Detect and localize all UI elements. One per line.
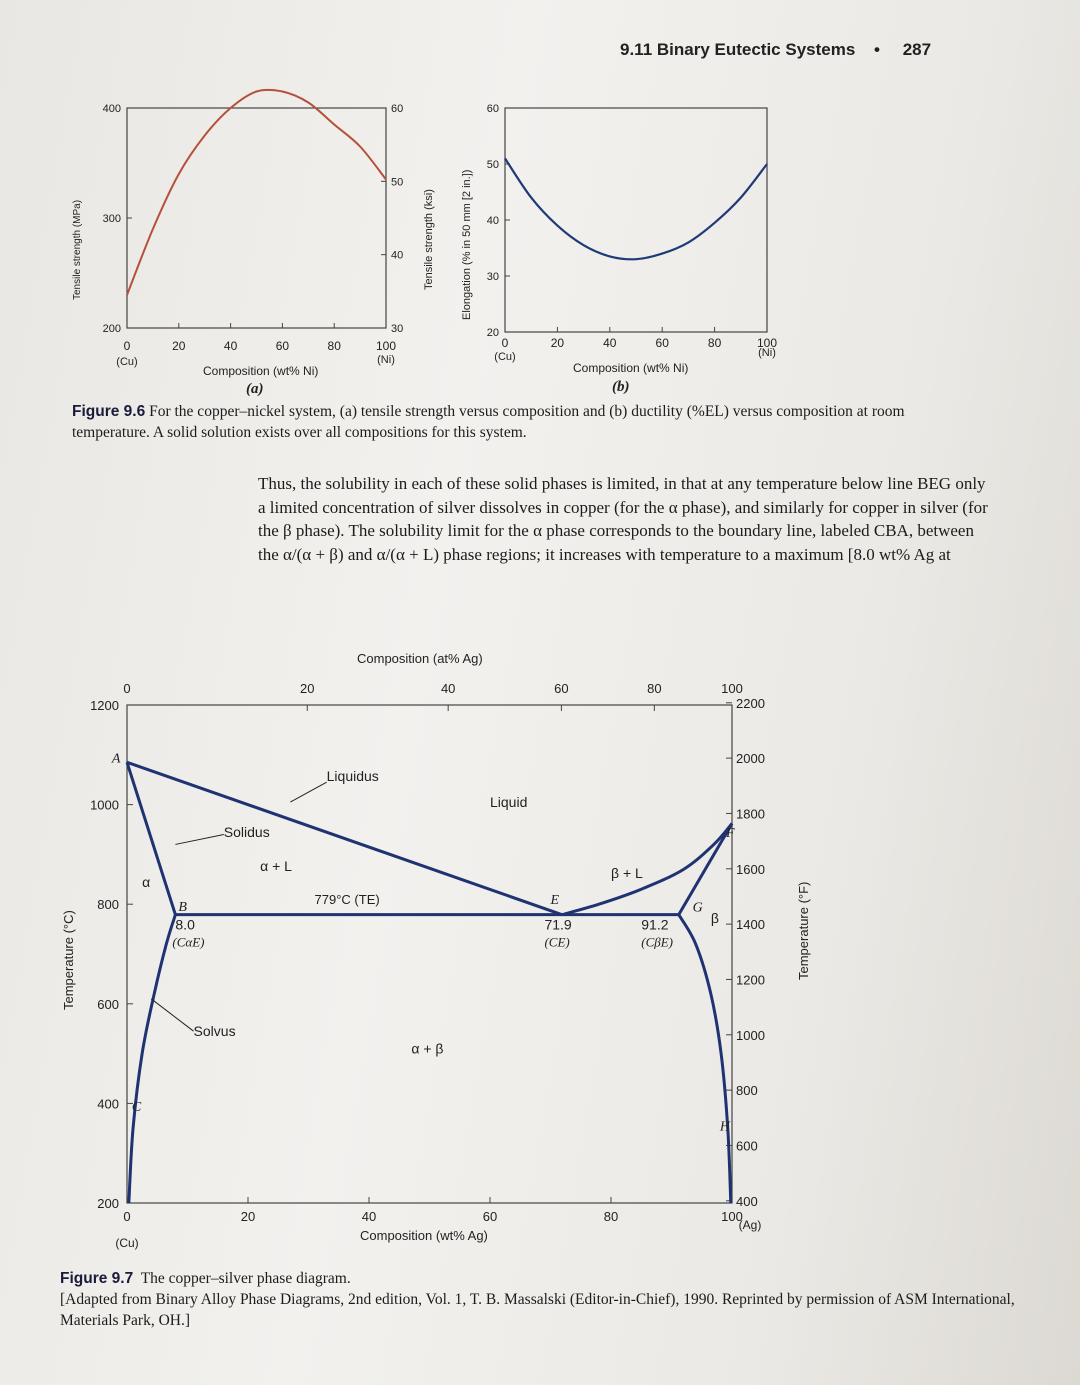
chart-9-6b: [461, 103, 777, 395]
pd-x-tick-label: 40: [361, 1209, 377, 1224]
figure-9-7-caption: [60, 1268, 1040, 1331]
region-label-solvus: Solvus: [193, 1023, 236, 1040]
b-x-tick-label: 0: [501, 336, 509, 350]
a-y-right-tick-label: 40: [391, 249, 404, 262]
b-panel-label: (b): [612, 379, 630, 395]
composition-label-8-0: 8.0: [175, 916, 195, 933]
header-separator: •: [874, 40, 880, 59]
elongation-curve: [505, 158, 767, 259]
leader-liquidus: [290, 782, 326, 802]
leader-solvus: [151, 999, 193, 1031]
pd-y-right-tick-label: 1200: [736, 972, 765, 988]
pd-y-tick-label: 200: [97, 1196, 119, 1211]
phase-boundary-solvus-hg: [679, 915, 731, 1203]
composition-label-71-9: 71.9: [544, 916, 572, 933]
point-label-a: A: [111, 751, 121, 767]
plot-frame-a: [127, 108, 386, 328]
body-paragraph-text: Thus, the solubility in each of these solid phases is limited, in that at any temperature below line BEG only a limited concentration of silver dissolves in copper (for the α phase), and similarly for copper in silver (for the β phase). The solubility limit for the α phase corresponds to the boundary line, labeled CBA, between the α/(α + β) and α/(α + L) phase regions; it increases with temperature to a maximum [8.0 wt% Ag at: [258, 474, 988, 564]
point-label-h: H: [719, 1119, 731, 1135]
b-x-tick-label: 60: [655, 336, 669, 350]
b-x-tick-label: 40: [603, 336, 617, 350]
region-label-liquid: Liquid: [490, 794, 528, 811]
pd-y-tick-label: 600: [97, 996, 119, 1012]
b-x-tick-label: 20: [550, 336, 565, 350]
a-y-tick-label: 300: [102, 213, 121, 225]
a-x-tick-label: 100: [375, 339, 397, 353]
figure-9-7-label: Figure 9.7: [60, 1270, 134, 1287]
b-y-tick-label: 20: [486, 327, 499, 339]
a-x-tick-label: 60: [275, 339, 290, 353]
pd-x-bottom-label: Composition (wt% Ag): [360, 1228, 488, 1243]
pd-x-tick-label: 100: [721, 1209, 743, 1224]
b-y-label: Elongation (% in 50 mm [2 in.]): [461, 169, 473, 320]
b-x-label: Composition (wt% Ni): [573, 361, 689, 375]
pd-x-top-tick-label: 60: [554, 681, 569, 696]
b-y-tick-label: 60: [486, 103, 499, 115]
point-label-g: G: [692, 900, 703, 916]
tensile-strength-curve: [127, 90, 386, 295]
region-label-alpha-beta: α + β: [411, 1040, 444, 1057]
composition-label-91-2: 91.2: [641, 916, 669, 933]
region-label-liquidus: Liquidus: [326, 768, 379, 785]
pd-x-top-tick-label: 20: [300, 681, 315, 696]
pd-y-tick-label: 400: [97, 1096, 119, 1112]
region-label-alpha: α: [142, 873, 151, 890]
figure-9-6-caption-text: For the copper–nickel system, (a) tensile strength versus composition and (b) ductility (%EL) versus composition at room temperature. A solid solution exists over all compositions for this system.: [72, 403, 905, 441]
a-y-tick-label: 400: [102, 103, 121, 115]
a-x-tick-label: 0: [123, 339, 131, 353]
region-label-beta: β: [710, 910, 719, 927]
a-y-left-label: Tensile strength (MPa): [72, 199, 83, 300]
body-paragraph: [258, 472, 988, 566]
pd-x-tick-label: 80: [603, 1209, 619, 1224]
pd-x-end-label: (Ag): [738, 1218, 762, 1232]
phase-boundary-liquidus-fe: [562, 824, 732, 915]
plot-frame-b: [505, 108, 767, 332]
pd-y-right-tick-label: 800: [736, 1083, 758, 1099]
pd-y-right-tick-label: 1000: [736, 1027, 765, 1043]
pd-x-top-tick-label: 80: [647, 681, 662, 696]
pd-y-right-tick-label: 2000: [736, 751, 765, 767]
page-number: 287: [902, 40, 932, 59]
a-y-tick-label: 200: [102, 323, 121, 335]
phase-diagram-frame: [127, 705, 732, 1203]
composition-label-c-e: (CE): [544, 934, 570, 950]
phase-boundary-solidus-fg: [679, 824, 732, 915]
pd-x-end-label: (Cu): [115, 1236, 139, 1250]
eutectic-temperature-label: 779°C (TE): [314, 892, 380, 908]
pd-y-tick-label: 800: [97, 897, 119, 913]
pd-x-top-label: Composition (at% Ag): [357, 651, 483, 666]
pd-y-right-tick-label: 1600: [736, 861, 765, 877]
a-x-tick-label: 20: [172, 339, 186, 353]
a-x-tick-label: 80: [327, 339, 341, 353]
a-y-right-label: Tensile strength (ksi): [423, 189, 435, 290]
b-x-end-label: (Ni): [758, 347, 776, 359]
pd-x-top-tick-label: 100: [721, 681, 743, 696]
pd-y-tick-label: 1000: [90, 797, 119, 813]
b-y-tick-label: 30: [486, 271, 499, 283]
figure-9-6-caption: [72, 401, 972, 443]
region-label-alpha-l: α + L: [260, 857, 292, 874]
pd-y-right-tick-label: 1800: [736, 806, 765, 822]
pd-y-tick-label: 1200: [90, 698, 119, 713]
pd-y-right-label: Temperature (°F): [796, 881, 811, 980]
point-label-b: B: [178, 900, 187, 916]
composition-label-c-alpha-e: (CαE): [172, 934, 205, 950]
a-x-tick-label: 40: [223, 339, 238, 353]
pd-x-tick-label: 60: [482, 1209, 498, 1224]
a-x-label: Composition (wt% Ni): [203, 364, 319, 378]
figure-9-6-label: Figure 9.6: [72, 403, 146, 420]
region-label-solidus: Solidus: [223, 823, 270, 840]
a-x-end-label: (Cu): [116, 356, 138, 368]
phase-boundary-liquidus-ae: [127, 762, 562, 914]
a-y-right-tick-label: 60: [391, 103, 404, 115]
pd-x-top-tick-label: 0: [123, 681, 131, 696]
a-y-right-tick-label: 30: [391, 323, 404, 335]
point-label-c: C: [131, 1099, 142, 1115]
point-label-e: E: [550, 893, 560, 909]
pd-x-tick-label: 0: [123, 1209, 131, 1224]
pd-y-right-tick-label: 2200: [736, 695, 765, 711]
b-y-tick-label: 50: [486, 159, 499, 171]
b-x-tick-label: 100: [756, 336, 778, 350]
pd-y-right-tick-label: 1400: [736, 917, 765, 933]
phase-boundary-solvus-cb: [129, 915, 176, 1203]
region-label-beta-l: β + L: [611, 864, 643, 881]
b-y-tick-label: 40: [486, 215, 499, 227]
figure-9-7-caption-line1: The copper–silver phase diagram.: [140, 1270, 351, 1287]
point-label-f: F: [725, 825, 735, 841]
pd-x-tick-label: 20: [240, 1209, 256, 1224]
pd-y-right-tick-label: 400: [736, 1193, 758, 1209]
figure-9-6: [0, 0, 1080, 420]
composition-label-c-beta-e: (CβE): [641, 934, 673, 950]
chart-9-6a: [72, 90, 435, 397]
b-x-end-label: (Cu): [494, 351, 516, 363]
pd-y-left-label: Temperature (°C): [61, 910, 76, 1010]
a-x-end-label: (Ni): [377, 354, 395, 366]
pd-x-top-tick-label: 40: [440, 681, 456, 696]
a-panel-label: (a): [246, 381, 264, 397]
phase-boundary-solidus-ab: [127, 762, 175, 914]
pd-y-right-tick-label: 600: [736, 1138, 758, 1154]
a-y-right-tick-label: 50: [391, 176, 404, 189]
b-x-tick-label: 80: [707, 336, 722, 350]
section-title: 9.11 Binary Eutectic Systems: [620, 40, 856, 59]
figure-9-7-caption-line2: [Adapted from Binary Alloy Phase Diagrams, 2nd edition, Vol. 1, T. B. Massalski (Editor-in-Chief), 1990. Reprinted by permission of ASM International, Materials Park, OH.]: [60, 1291, 1015, 1329]
leader-solidus: [175, 834, 223, 844]
